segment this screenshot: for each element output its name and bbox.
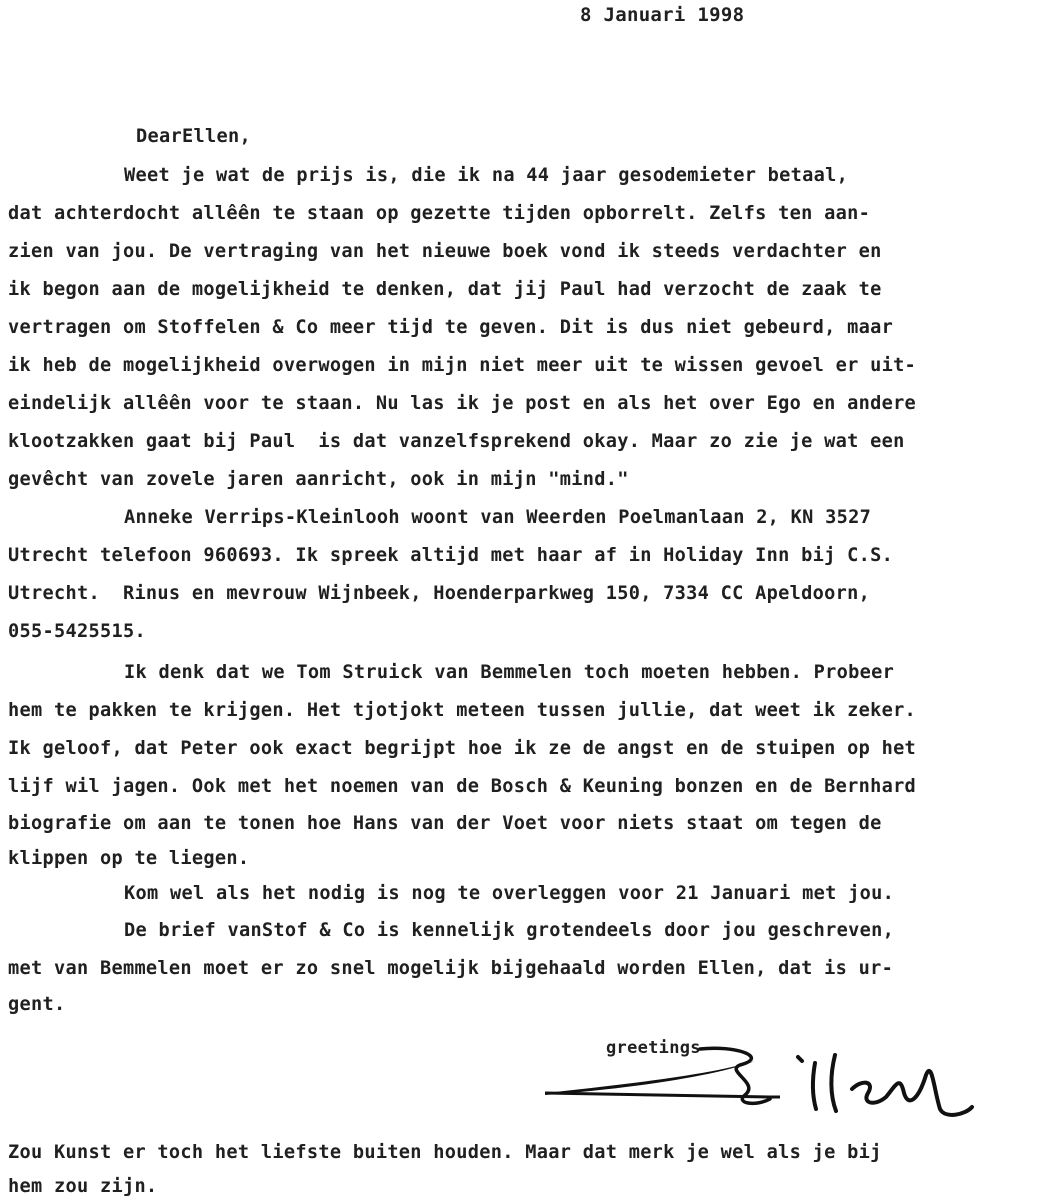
letter-date: 8 Januari 1998 — [580, 4, 745, 26]
handwritten-signature — [540, 1035, 980, 1125]
body-line: zien van jou. De vertraging van het nieuwe boek vond ik steeds verdachter en — [8, 241, 882, 262]
body-line: eindelijk allêên voor te staan. Nu las ik je post en als het over Ego en andere — [8, 393, 917, 414]
body-line: gent. — [8, 994, 66, 1015]
body-line: hem te pakken te krijgen. Het tjotjokt meteen tussen jullie, dat weet ik zeker. — [8, 700, 917, 721]
body-line: Weet je wat de prijs is, die ik na 44 jaar gesodemieter betaal, — [124, 165, 849, 186]
body-line: Anneke Verrips-Kleinlooh woont van Weerden Poelmanlaan 2, KN 3527 — [124, 507, 872, 528]
salutation: DearEllen, — [136, 126, 251, 147]
body-line: dat achterdocht allêên te staan op gezette tijden opborrelt. Zelfs ten aan- — [8, 203, 871, 224]
body-line: gevêcht van zovele jaren aanricht, ook in mijn "mind." — [8, 469, 629, 490]
body-line: lijf wil jagen. Ook met het noemen van de Bosch & Keuning bonzen en de Bernhard — [8, 776, 917, 797]
body-line: met van Bemmelen moet er zo snel mogelijk bijgehaald worden Ellen, dat is ur- — [8, 958, 894, 979]
body-line: Ik denk dat we Tom Struick van Bemmelen toch moeten hebben. Probeer — [124, 662, 895, 683]
body-line: De brief vanStof & Co is kennelijk grotendeels door jou geschreven, — [124, 920, 895, 941]
body-line: Utrecht. Rinus en mevrouw Wijnbeek, Hoenderparkweg 150, 7334 CC Apeldoorn, — [8, 583, 871, 604]
postscript-line: hem zou zijn. — [8, 1176, 158, 1197]
body-line: 055-5425515. — [8, 621, 146, 642]
body-line: ik begon aan de mogelijkheid te denken, dat jij Paul had verzocht de zaak te — [8, 279, 882, 300]
body-line: Utrecht telefoon 960693. Ik spreek altijd met haar af in Holiday Inn bij C.S. — [8, 545, 894, 566]
body-line: Ik geloof, dat Peter ook exact begrijpt hoe ik ze de angst en de stuipen op het — [8, 738, 917, 759]
body-line: ik heb de mogelijkheid overwogen in mijn niet meer uit te wissen gevoel er uit- — [8, 355, 917, 376]
postscript-line: Zou Kunst er toch het liefste buiten houden. Maar dat merk je wel als je bij — [8, 1142, 882, 1163]
body-line: Kom wel als het nodig is nog te overleggen voor 21 Januari met jou. — [124, 883, 895, 904]
body-line: vertragen om Stoffelen & Co meer tijd te geven. Dit is dus niet gebeurd, maar — [8, 317, 894, 338]
body-line: klootzakken gaat bij Paul is dat vanzelfsprekend okay. Maar zo zie je wat een — [8, 431, 905, 452]
body-line: biografie om aan te tonen hoe Hans van der Voet voor niets staat om tegen de — [8, 813, 882, 834]
body-line: klippen op te liegen. — [8, 848, 250, 869]
closing: greetings — [606, 1038, 701, 1058]
